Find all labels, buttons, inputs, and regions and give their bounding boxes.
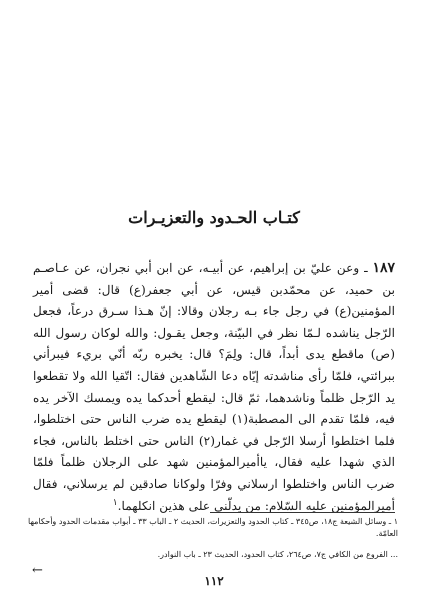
hadith-body: [33, 258, 395, 517]
footnote-2: ... الفروع من الكافي ج٧، ص٢٦٤، كتاب الحدود، الحديث ٢٣ ـ باب النوادر.: [157, 550, 398, 559]
footnote-divider: [210, 512, 395, 513]
chapter-title: كتـاب الحـدود والتعزيـرات: [128, 208, 300, 227]
footnote-1: ١ ـ وسائل الشيعة ج١٨، ص٣٤٥ ـ كتاب الحدود والتعزيرات، الحديث ٢ ـ الباب ٣٣ ـ أبواب مقدمات الحدود وأحكامها العامّة.: [28, 517, 399, 538]
footnote-marker: ١: [112, 497, 118, 508]
hadith-number: ١٨٧: [372, 260, 395, 276]
hadith-paragraph: [33, 258, 395, 517]
footnotes: [28, 516, 398, 561]
hadith-text: ـ وعن عليّ بن إبراهيم، عن أبيـه، عن ابن أبي نجران، عن عـاصـم بن حميد، عن محمّدبن قيس، عن أبي جعفر(ع) قال: قضى أمير المؤمنين(ع) في رجل جاء بـه رجلان وقالا: إنّ هـذا سـرق درعاً، فجعل الرّجل يناشده لـمّا نظر في البيّنة، وجعل يقـول: والله لوكان رسول الله (ص) ماقطع يدى أبداً، قال: ولِمَ؟ قال: يخبره ربّه أنّي بريء فيبرأني ببرائتي، فلمّا رأى مناشدته إيّاه دعا الشّاهدين فقال: اتّقيا الله ولا تقطعوا يد الرّجل ظلماً وناشدهما، ثمّ قال: ليقطع أحدكما يده ويمسك الآخر يده فيه، فلمّا تقدم الى المصطبة(١) ليقطع يده ضرب الناس حتى اختلطوا، فلما اختلطوا أرسلا الرّجل في غمار(٢) الناس حتى اختلط بالناس، فجاء الذي شهدا عليه فقال، ياأميرالمؤمنين شهد على الرجلان ظلماً فلمّا ضرب الناس واختلطوا ارسلاني وفرّا ولوكانا صادقين لم يرسلاني، فقال أميرالمؤمنين عليه السّلام: من يدلّني على هذين انكلهما.: [33, 261, 395, 513]
page-number: ١١٢: [204, 574, 224, 588]
continuation-arrow-icon: ←: [32, 563, 43, 578]
